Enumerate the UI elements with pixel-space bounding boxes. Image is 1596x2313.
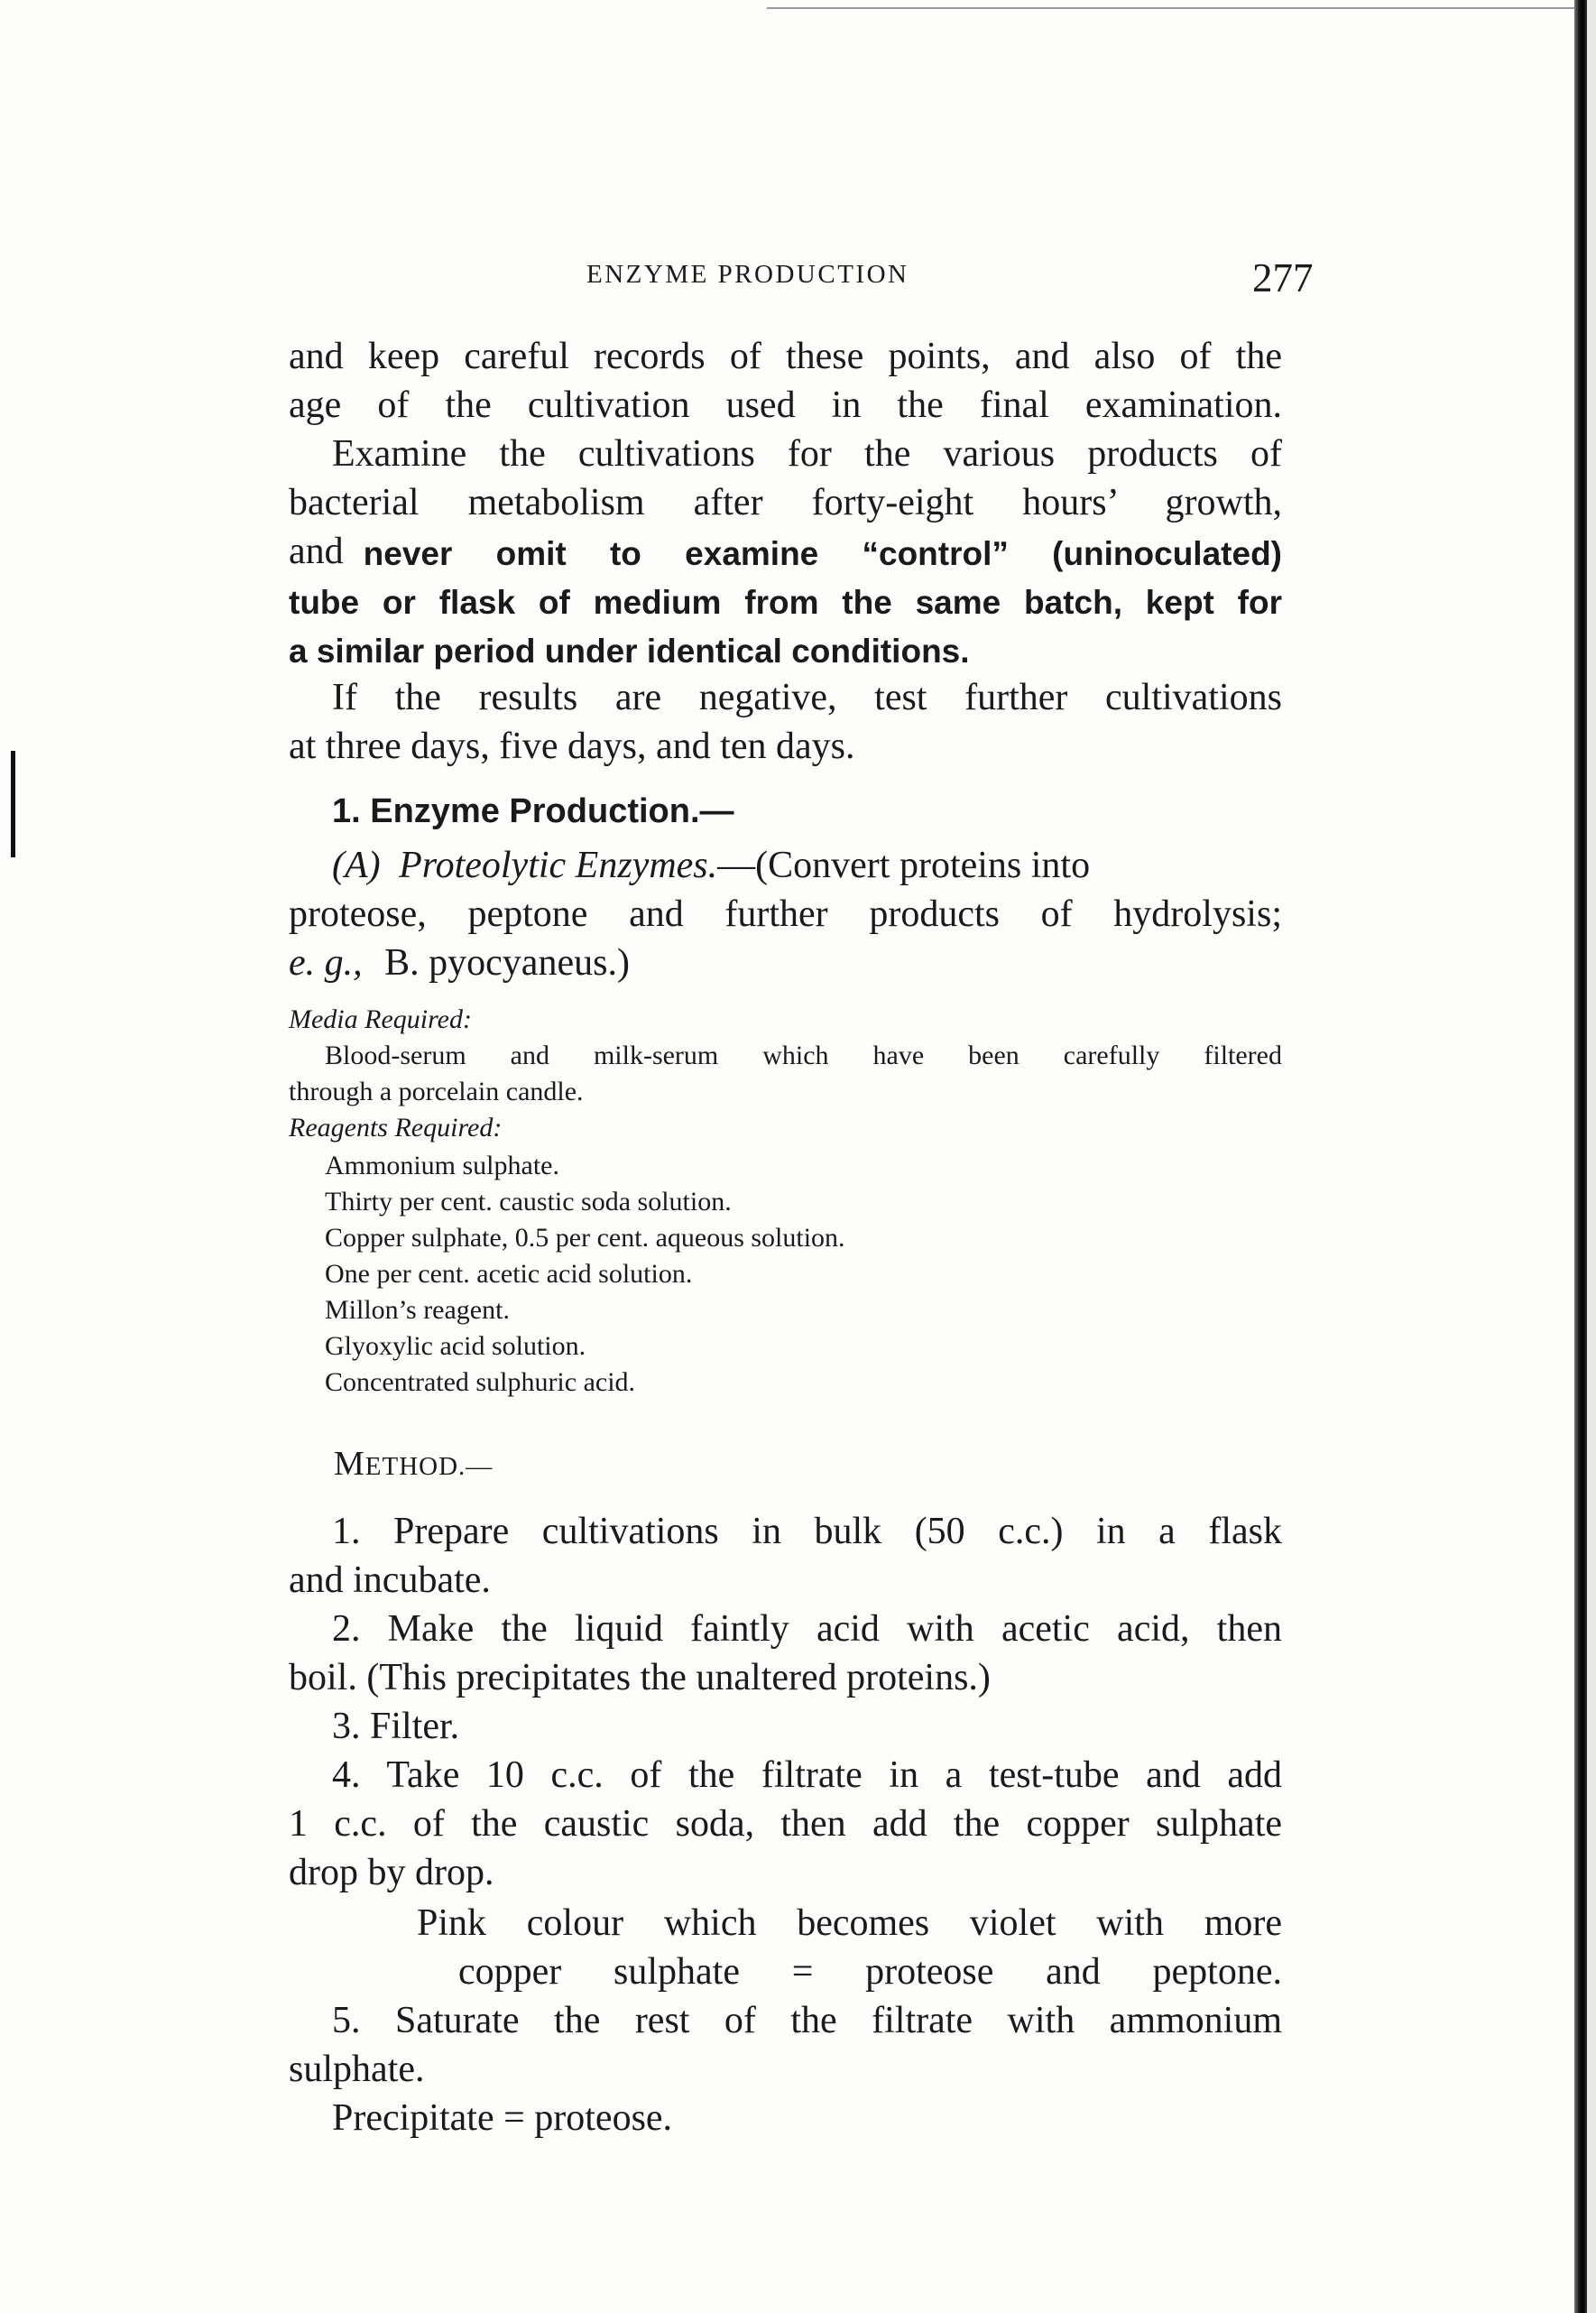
media-label: Media Required: — [289, 1004, 472, 1034]
reagent-item: Millon’s reagent. — [325, 1295, 510, 1325]
method-label — [334, 1444, 493, 1484]
reagents-label: Reagents Required: — [289, 1113, 503, 1143]
media-line-2: through a porcelain candle. — [289, 1077, 584, 1106]
result-2: Precipitate = proteose. — [332, 2097, 673, 2139]
p2-line-3 — [289, 527, 1282, 578]
result-1-line-1: Pink colour which becomes violet with more — [417, 1902, 1282, 1944]
sub-desc-line-2: proteose, peptone and further products of hydrolysis; — [289, 893, 1282, 935]
method-label-first: M — [334, 1445, 365, 1483]
p2-line-2: bacterial metabolism after forty-eight hours’ growth, — [289, 482, 1282, 523]
step-1-line-2: and incubate. — [289, 1559, 491, 1601]
reagent-item: Copper sulphate, 0.5 per cent. aqueous solution. — [325, 1223, 845, 1253]
sub-heading-line — [332, 841, 1282, 890]
p2-line-1: Examine the cultivations for the various products of — [332, 433, 1282, 475]
step-4-line-3: drop by drop. — [289, 1852, 494, 1893]
reagent-item: Thirty per cent. caustic soda solution. — [325, 1187, 732, 1217]
reagent-item: Concentrated sulphuric acid. — [325, 1367, 636, 1397]
step-5-line-1: 5. Saturate the rest of the filtrate with ammonium — [332, 2000, 1282, 2041]
intro-line-1: and keep careful records of these points, and also of the — [289, 336, 1282, 377]
sub-title: Proteolytic Enzymes. — [399, 845, 718, 886]
media-line-1: Blood-serum and milk-serum which have been carefully filtered — [325, 1041, 1282, 1070]
sub-desc-rest: B. pyocyaneus.) — [384, 942, 630, 984]
p3-line-1: If the results are negative, test further cultivations — [332, 677, 1282, 718]
p2-line-4: tube or flask of medium from the same batch, kept for — [289, 584, 1282, 621]
intro-line-2: age of the cultivation used in the final examination. — [289, 384, 1282, 426]
sub-desc-line-3 — [289, 939, 630, 987]
running-title: ENZYME PRODUCTION — [586, 260, 909, 289]
p2-line-3-plain: and — [289, 531, 344, 572]
sub-desc-1: —(Convert proteins into — [717, 845, 1091, 886]
p2-line-5: a similar period under identical conditions. — [289, 633, 970, 670]
step-3: 3. Filter. — [332, 1706, 460, 1747]
step-1-line-1: 1. Prepare cultivations in bulk (50 c.c.) in a flask — [332, 1511, 1282, 1552]
reagent-item: One per cent. acetic acid solution. — [325, 1259, 693, 1289]
reagent-item: Glyoxylic acid solution. — [325, 1331, 586, 1361]
sub-label: (A) — [332, 845, 381, 886]
step-2-line-2: boil. (This precipitates the unaltered proteins.) — [289, 1657, 991, 1698]
method-label-rest: ETHOD.— — [364, 1452, 494, 1481]
section-heading: 1. Enzyme Production.— — [332, 792, 734, 830]
step-2-line-1: 2. Make the liquid faintly acid with acetic acid, then — [332, 1608, 1282, 1650]
reagent-item: Ammonium sulphate. — [325, 1151, 559, 1180]
page-number: 277 — [1252, 255, 1314, 301]
p2-line-3-bold: never omit to examine “control” (uninoculated) — [363, 535, 1282, 572]
p3-line-2: at three days, five days, and ten days. — [289, 726, 855, 767]
step-4-line-2: 1 c.c. of the caustic soda, then add the copper sulphate — [289, 1803, 1282, 1845]
result-1-line-2: copper sulphate = proteose and peptone. — [458, 1951, 1282, 1993]
step-4-line-1: 4. Take 10 c.c. of the filtrate in a test-tube and add — [332, 1754, 1282, 1796]
step-5-line-2: sulphate. — [289, 2049, 425, 2090]
sub-desc-eg: e. g., — [289, 942, 363, 984]
